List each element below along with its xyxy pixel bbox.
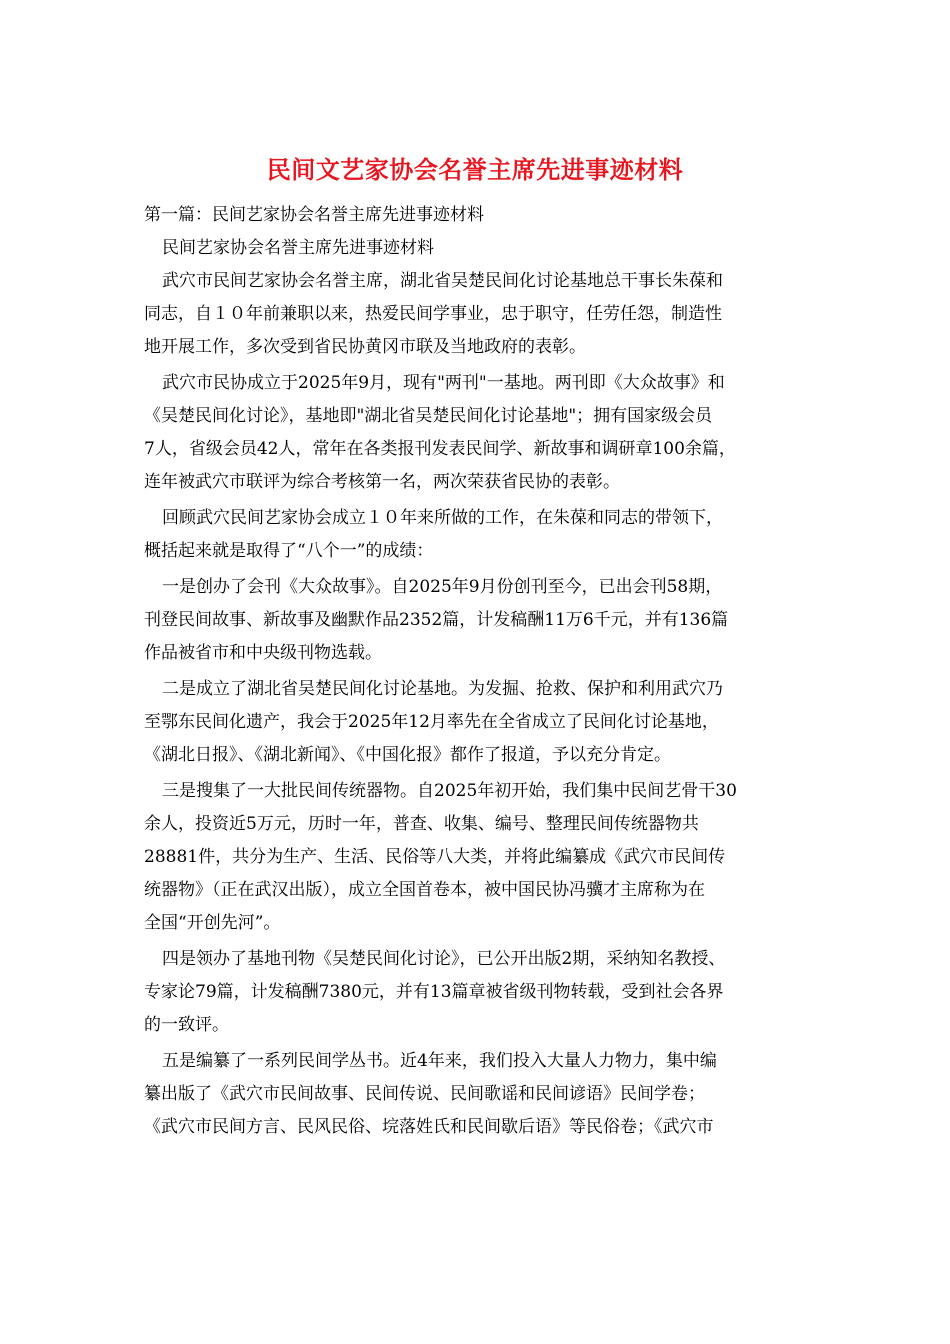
paragraph-line: 四是领办了基地刊物《吴楚民间化讨论》，已公开出版2期，采纳知名教授、 [162,949,726,969]
paragraph-line: 至鄂东民间化遗产，我会于2025年12月率先在全省成立了民间化讨论基地， [144,712,719,732]
paragraph-line: 三是搜集了一大批民间传统器物。自2025年初开始，我们集中民间艺骨干30 [162,781,737,801]
paragraph-line: 作品被省市和中央级刊物选载。 [144,643,382,663]
paragraph-line: 《吴楚民间化讨论》，基地即"湖北省吴楚民间化讨论基地"；拥有国家级会员 [144,406,713,426]
paragraph-line: 7人，省级会员42人，常年在各类报刊发表民间学、新故事和调研章100余篇， [144,439,736,459]
paragraph-line: 的一致评。 [144,1015,229,1035]
document-title: 民间文艺家协会名誉主席先进事迹材料 [266,155,684,184]
paragraph-line: 武穴市民间艺家协会名誉主席，湖北省吴楚民间化讨论基地总干事长朱葆和 [162,271,723,291]
paragraph-line: 地开展工作，多次受到省民协黄冈市联及当地政府的表彰。 [144,337,586,357]
document-body [144,199,808,1144]
paragraph-line: 武穴市民协成立于2025年9月，现有"两刊"一基地。两刊即《大众故事》和 [162,373,725,393]
subsection-heading: 民间艺家协会名誉主席先进事迹材料 [162,238,434,258]
paragraph-line: 余人，投资近5万元，历时一年，普查、收集、编号、整理民间传统器物共 [144,814,699,834]
paragraph-line: 一是创办了会刊《大众故事》。自2025年9月份创刊至今，已出会刊58期， [162,577,723,597]
section-heading: 第一篇：民间艺家协会名誉主席先进事迹材料 [144,205,484,225]
paragraph-line: 二是成立了湖北省吴楚民间化讨论基地。为发掘、抢救、保护和利用武穴乃 [162,679,723,699]
paragraph-line: 同志，自１０年前兼职以来，热爱民间学事业，忠于职守，任劳任怨，制造性 [144,304,722,324]
paragraph-line: 《武穴市民间方言、民风民俗、垸落姓氏和民间歇后语》等民俗卷；《武穴市 [144,1117,714,1137]
paragraph-line: 28881件，共分为生产、生活、民俗等八大类，并将此编纂成《武穴市民间传 [144,847,726,867]
paragraph-line: 统器物》（正在武汉出版），成立全国首卷本，被中国民协冯骥才主席称为在 [144,880,705,900]
paragraph-line: 概括起来就是取得了“八个一”的成绩： [144,541,434,561]
paragraph-line: 专家论79篇，计发稿酬7380元，并有13篇章被省级刊物转载，受到社会各界 [144,982,724,1002]
paragraph-line: 全国“开创先河”。 [144,913,281,933]
paragraph-line: 连年被武穴市联评为综合考核第一名，两次荣获省民协的表彰。 [144,472,620,492]
paragraph-line: 刊登民间故事、新故事及幽默作品2352篇，计发稿酬11万6千元，并有136篇 [144,610,729,630]
paragraph-line: 回顾武穴民间艺家协会成立１０年来所做的工作，在朱葆和同志的带领下， [162,508,723,528]
paragraph-line: 五是编纂了一系列民间学丛书。近4年来，我们投入大量人力物力，集中编 [162,1051,717,1071]
paragraph-line: 《湖北日报》、《湖北新闻》、《中国化报》都作了报道，予以充分肯定。 [144,745,671,765]
paragraph-line: 纂出版了《武穴市民间故事、民间传说、民间歌谣和民间谚语》民间学卷； [144,1084,705,1104]
